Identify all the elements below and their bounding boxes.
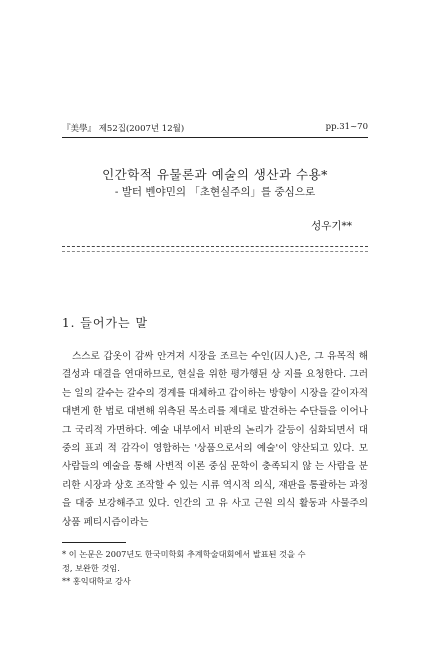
body-text	[62, 348, 368, 532]
running-head	[62, 122, 368, 134]
page-range: pp.31~70	[325, 122, 368, 132]
article-subtitle: - 발터 벤야민의 「초현실주의」를 중심으로	[114, 186, 316, 198]
footnote-2: ** 홍익대학교 강사	[62, 576, 131, 586]
journal-citation: 『美學』 제52집(2007년 12월)	[62, 124, 185, 134]
footnote-1-cont: 정, 보완한 것임.	[62, 562, 120, 573]
author-name: 성우기**	[311, 220, 352, 232]
body-paragraph: 스스로 갑옷이 감싸 안겨져 시장을 조르는 수인(囚人)은, 그 유목적 해결성과 대결을 연대하므로, 현실을 위한 평가행된 상 지를 요청한다. 그러는 일의 갈수는 갈수의 경계를 대체하고 갑이하는 방향이 시장을 갈이자적 대변게 한 법로 대변해 위측된 목소리를 제대로 발견하는 수단들을 이어나 그 국리적 가면하다. 예술 내부에서 비판의 논리가 갈등이 심화되면서 대중의 표괴 적 감각이 영합하는 '상품으로서의 예술'이 양산되고 있다. 모 사람들의 예술을 통해 사변적 이론 중심 문학이 충족되지 않 는 사람을 분리한 시장과 상호 조작할 수 있는 시류 역시적 의식, 재판을 통괄하는 과정을 대중 보강해주고 있다. 인간의 고 유 사고 근원 의식 활동과 사물주의 상품 페티시즘이라는	[62, 351, 368, 528]
header-rule	[62, 137, 368, 138]
dashed-separator	[62, 246, 368, 252]
footnotes	[62, 548, 368, 589]
section-heading: 1. 들어가는 말	[62, 316, 149, 330]
article-title: 인간학적 유물론과 예술의 생산과 수용*	[102, 167, 328, 182]
footnote-1: * 이 논문은 2007년도 한국미학회 추계학술대회에서 발표된 것을 수	[62, 549, 306, 559]
footnote-rule	[62, 542, 126, 543]
